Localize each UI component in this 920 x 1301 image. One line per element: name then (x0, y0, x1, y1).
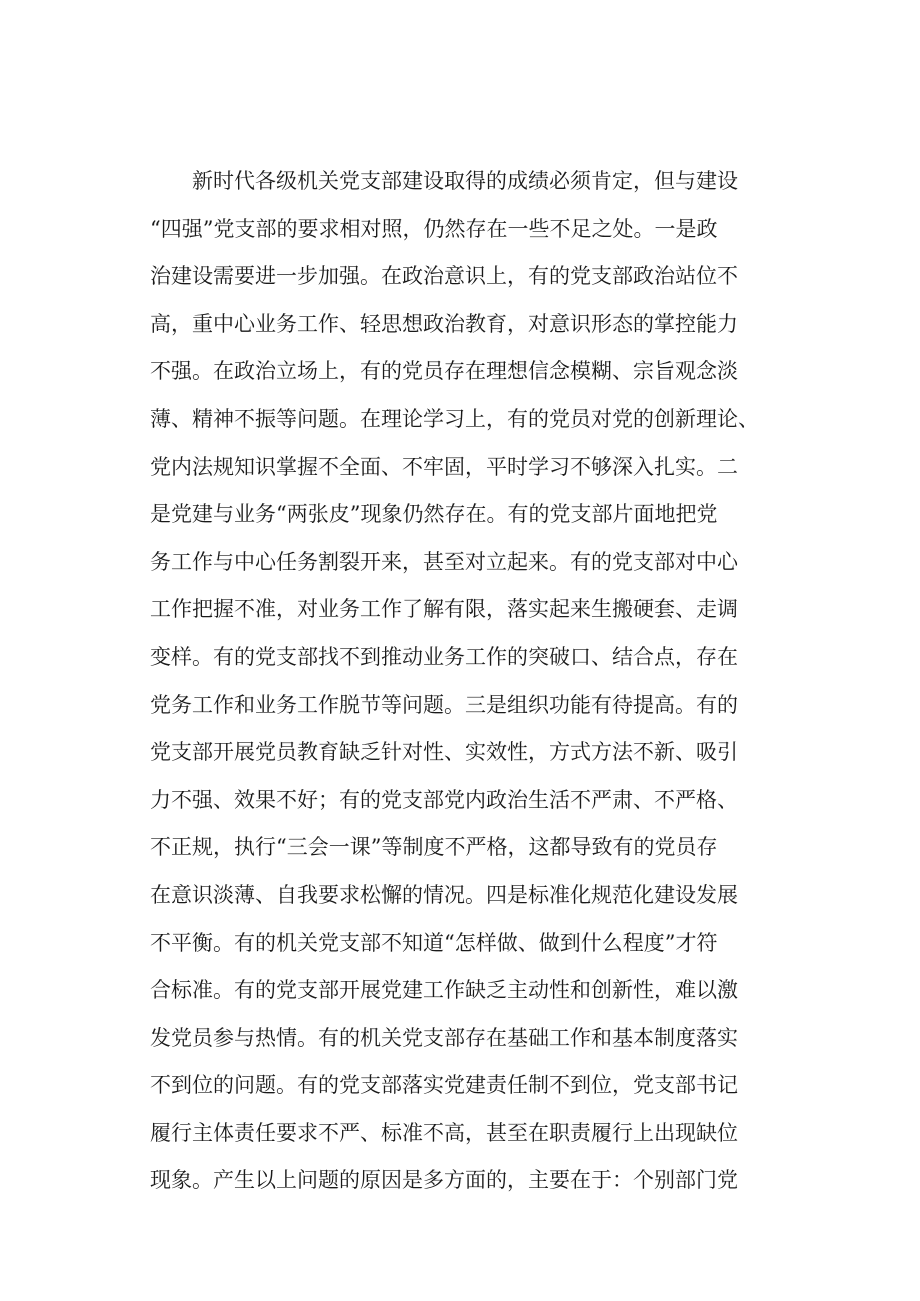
paragraph-line-10: 工作把握不准，对业务工作了解有限，落实起来生搬硬套、走调 (150, 597, 738, 622)
paragraph-line-2: “四强”党支部的要求相对照，仍然存在一些不足之处。一是政 (150, 216, 718, 241)
paragraph-line-1: 新时代各级机关党支部建设取得的成绩必须肯定，但与建设 (192, 169, 738, 193)
paragraph-line-3: 治建设需要进一步加强。在政治意识上，有的党支部政治站位不 (150, 264, 738, 289)
paragraph-line-11: 变样。有的党支部找不到推动业务工作的突破口、结合点，存在 (150, 644, 738, 669)
paragraph-line-8: 是党建与业务“两张皮”现象仍然存在。有的党支部片面地把党 (150, 502, 718, 527)
paragraph-line-17: 不平衡。有的机关党支部不知道“怎样做、做到什么程度”才符 (150, 930, 718, 955)
paragraph-line-16: 在意识淡薄、自我要求松懈的情况。四是标准化规范化建设发展 (150, 882, 738, 907)
paragraph-line-4: 高，重中心业务工作、轻思想政治教育，对意识形态的掌控能力 (150, 311, 738, 336)
paragraph-line-19: 发党员参与热情。有的机关党支部存在基础工作和基本制度落实 (150, 1025, 738, 1050)
paragraph-line-13: 党支部开展党员教育缺乏针对性、实效性，方式方法不新、吸引 (150, 740, 738, 765)
paragraph-line-22: 现象。产生以上问题的原因是多方面的，主要在于：个别部门党 (150, 1168, 738, 1193)
body-paragraph (150, 158, 810, 1205)
paragraph-line-14: 力不强、效果不好；有的党支部党内政治生活不严肃、不严格、 (150, 787, 738, 812)
paragraph-line-15: 不正规，执行“三会一课”等制度不严格，这都导致有的党员存 (150, 835, 718, 860)
paragraph-line-9: 务工作与中心任务割裂开来，甚至对立起来。有的党支部对中心 (150, 549, 738, 574)
paragraph-line-7: 党内法规知识掌握不全面、不牢固，平时学习不够深入扎实。二 (150, 454, 738, 479)
paragraph-line-21: 履行主体责任要求不严、标准不高，甚至在职责履行上出现缺位 (150, 1120, 738, 1145)
paragraph-line-6: 薄、精神不振等问题。在理论学习上，有的党员对党的创新理论、 (150, 406, 759, 431)
paragraph-line-20: 不到位的问题。有的党支部落实党建责任制不到位，党支部书记 (150, 1073, 738, 1098)
paragraph-line-18: 合标准。有的党支部开展党建工作缺乏主动性和创新性，难以激 (150, 978, 738, 1003)
paragraph-line-12: 党务工作和业务工作脱节等问题。三是组织功能有待提高。有的 (150, 692, 738, 717)
paragraph-line-5: 不强。在政治立场上，有的党员存在理想信念模糊、宗旨观念淡 (150, 359, 738, 384)
